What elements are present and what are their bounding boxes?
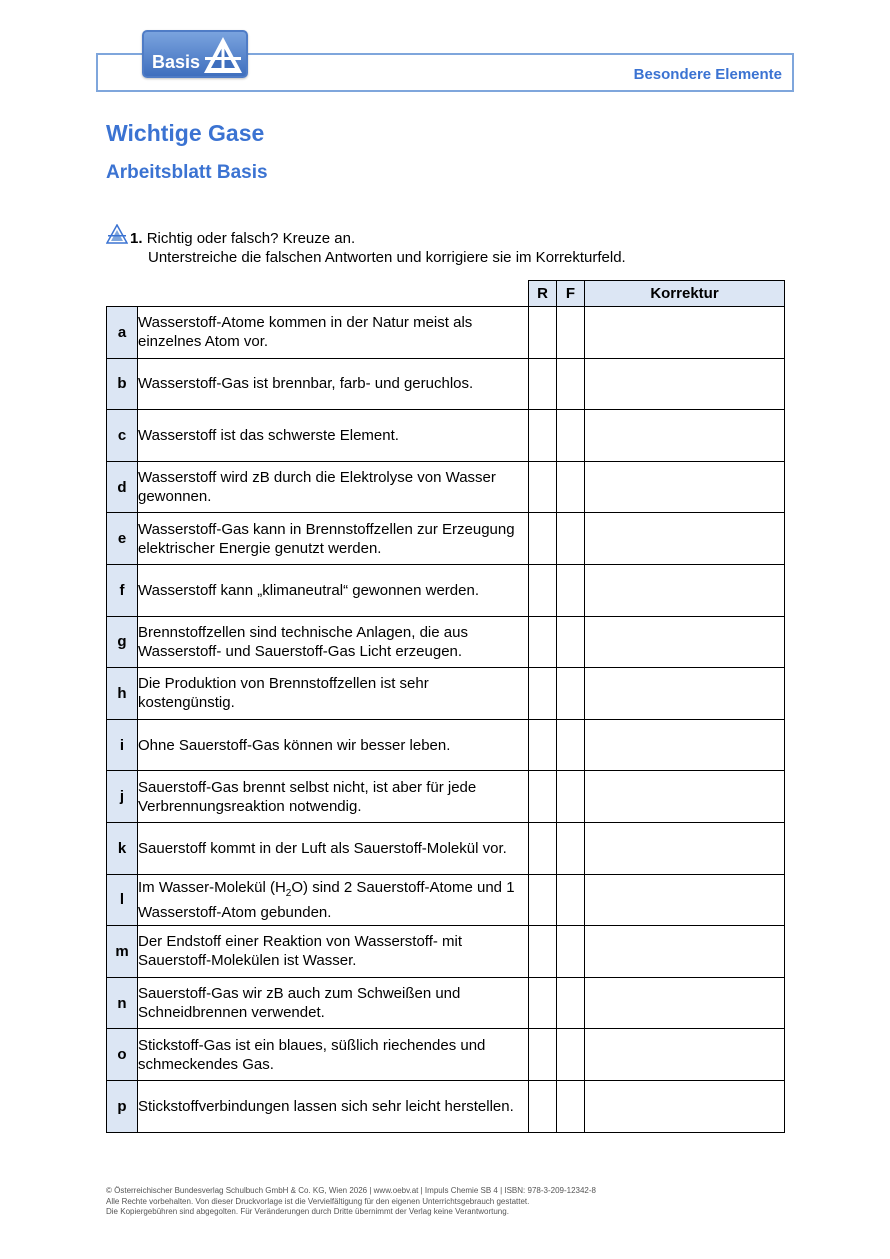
table-row: [107, 719, 785, 771]
r-checkbox[interactable]: [529, 358, 557, 410]
table-row: [107, 616, 785, 668]
table-row: [107, 926, 785, 978]
r-checkbox[interactable]: [529, 564, 557, 616]
table-row: [107, 410, 785, 462]
row-statement: Sauerstoff kommt in der Luft als Sauerstoff-Molekül vor.: [138, 822, 529, 874]
f-checkbox[interactable]: [557, 1080, 585, 1132]
page-title: Wichtige Gase: [106, 120, 265, 146]
row-letter: f: [107, 564, 138, 616]
task-line-2: Unterstreiche die falschen Antworten und korrigiere sie im Korrekturfeld.: [148, 249, 626, 266]
table-row: [107, 307, 785, 359]
korrektur-field[interactable]: [585, 410, 785, 462]
r-checkbox[interactable]: [529, 513, 557, 565]
task-number: 1.: [130, 230, 143, 247]
korrektur-field[interactable]: [585, 926, 785, 978]
table-row: [107, 771, 785, 823]
f-checkbox[interactable]: [557, 461, 585, 513]
row-statement: Stickstoff-Gas ist ein blaues, süßlich riechendes und schmeckendes Gas.: [138, 1029, 529, 1081]
row-statement: Wasserstoff ist das schwerste Element.: [138, 410, 529, 462]
page-subtitle: Arbeitsblatt Basis: [106, 162, 268, 183]
row-statement: Wasserstoff-Gas kann in Brennstoffzellen zur Erzeugung elektrischer Energie genutzt werden.: [138, 513, 529, 565]
korrektur-field[interactable]: [585, 1029, 785, 1081]
r-checkbox[interactable]: [529, 874, 557, 926]
row-letter: l: [107, 874, 138, 926]
row-letter: c: [107, 410, 138, 462]
row-letter: h: [107, 668, 138, 720]
korrektur-field[interactable]: [585, 977, 785, 1029]
r-checkbox[interactable]: [529, 616, 557, 668]
table-row: [107, 977, 785, 1029]
row-letter: m: [107, 926, 138, 978]
task-instruction: [130, 229, 626, 267]
row-letter: p: [107, 1080, 138, 1132]
korrektur-field[interactable]: [585, 874, 785, 926]
footer: [106, 1186, 596, 1218]
subscript-2: 2: [285, 887, 292, 899]
header-r: R: [529, 281, 557, 307]
korrektur-field[interactable]: [585, 307, 785, 359]
table-row: [107, 1029, 785, 1081]
footer-line-2: Alle Rechte vorbehalten. Von dieser Druckvorlage ist die Vervielfältigung für den eigenen Unterrichtsgebrauch gestattet.: [106, 1196, 530, 1206]
table-row: [107, 822, 785, 874]
table-row: [107, 668, 785, 720]
row-letter: b: [107, 358, 138, 410]
f-checkbox[interactable]: [557, 1029, 585, 1081]
f-checkbox[interactable]: [557, 977, 585, 1029]
table-row: [107, 1080, 785, 1132]
r-checkbox[interactable]: [529, 977, 557, 1029]
r-checkbox[interactable]: [529, 1080, 557, 1132]
r-checkbox[interactable]: [529, 461, 557, 513]
r-checkbox[interactable]: [529, 307, 557, 359]
r-checkbox[interactable]: [529, 719, 557, 771]
header-blank: [107, 281, 529, 307]
korrektur-field[interactable]: [585, 564, 785, 616]
r-checkbox[interactable]: [529, 771, 557, 823]
f-checkbox[interactable]: [557, 719, 585, 771]
row-statement: Wasserstoff wird zB durch die Elektrolyse von Wasser gewonnen.: [138, 461, 529, 513]
row-statement: Sauerstoff-Gas brennt selbst nicht, ist aber für jede Verbrennungsreaktion notwendig.: [138, 771, 529, 823]
korrektur-field[interactable]: [585, 822, 785, 874]
header-korrektur: Korrektur: [585, 281, 785, 307]
row-letter: j: [107, 771, 138, 823]
f-checkbox[interactable]: [557, 307, 585, 359]
header-f: F: [557, 281, 585, 307]
statement-part: O) sind 2 Sauerstoff-Atome und 1 Wasserstoff-Atom gebunden.: [138, 878, 515, 921]
footer-line-3: Die Kopiergebühren sind abgegolten. Für Veränderungen durch Dritte übernimmt der Verlag keine Verantwortung.: [106, 1207, 509, 1216]
f-checkbox[interactable]: [557, 358, 585, 410]
f-checkbox[interactable]: [557, 771, 585, 823]
row-statement: Sauerstoff-Gas wir zB auch zum Schweißen und Schneidbrennen verwendet.: [138, 977, 529, 1029]
table-row: [107, 461, 785, 513]
row-letter: e: [107, 513, 138, 565]
korrektur-field[interactable]: [585, 1080, 785, 1132]
table-row: [107, 513, 785, 565]
row-letter: g: [107, 616, 138, 668]
f-checkbox[interactable]: [557, 926, 585, 978]
r-checkbox[interactable]: [529, 1029, 557, 1081]
table-row: [107, 564, 785, 616]
row-letter: k: [107, 822, 138, 874]
basis-logo: [142, 30, 248, 78]
row-statement: Wasserstoff kann „klimaneutral“ gewonnen werden.: [138, 564, 529, 616]
korrektur-field[interactable]: [585, 358, 785, 410]
f-checkbox[interactable]: [557, 668, 585, 720]
korrektur-field[interactable]: [585, 461, 785, 513]
row-statement: Wasserstoff-Atome kommen in der Natur meist als einzelnes Atom vor.: [138, 307, 529, 359]
f-checkbox[interactable]: [557, 410, 585, 462]
section-label: Besondere Elemente: [633, 66, 782, 83]
r-checkbox[interactable]: [529, 822, 557, 874]
row-letter: a: [107, 307, 138, 359]
f-checkbox[interactable]: [557, 874, 585, 926]
table-row: [107, 358, 785, 410]
row-letter: i: [107, 719, 138, 771]
statement-part: Im Wasser-Molekül (H: [138, 878, 286, 896]
row-statement: Die Produktion von Brennstoffzellen ist sehr kostengünstig.: [138, 668, 529, 720]
true-false-table: [106, 280, 785, 1133]
row-statement: Wasserstoff-Gas ist brennbar, farb- und geruchlos.: [138, 358, 529, 410]
f-checkbox[interactable]: [557, 513, 585, 565]
row-statement: Der Endstoff einer Reaktion von Wasserstoff- mit Sauerstoff-Molekülen ist Wasser.: [138, 926, 529, 978]
table-row: [107, 874, 785, 926]
logo-text: Basis: [152, 52, 201, 72]
row-statement: Ohne Sauerstoff-Gas können wir besser leben.: [138, 719, 529, 771]
task-line-1: Richtig oder falsch? Kreuze an.: [146, 230, 356, 247]
row-statement: Stickstoffverbindungen lassen sich sehr leicht herstellen.: [138, 1080, 529, 1132]
table-header-row: [107, 281, 785, 307]
r-checkbox[interactable]: [529, 668, 557, 720]
r-checkbox[interactable]: [529, 410, 557, 462]
row-letter: o: [107, 1029, 138, 1081]
korrektur-field[interactable]: [585, 616, 785, 668]
footer-line-1: © Österreichischer Bundesverlag Schulbuch GmbH & Co. KG, Wien 2026 | www.oebv.at | Impuls Chemie SB 4 | ISBN: 978-3-209-12342-8: [106, 1186, 596, 1195]
f-checkbox[interactable]: [557, 564, 585, 616]
korrektur-field[interactable]: [585, 719, 785, 771]
f-checkbox[interactable]: [557, 616, 585, 668]
korrektur-field[interactable]: [585, 513, 785, 565]
row-letter: n: [107, 977, 138, 1029]
basis-task-icon: [106, 224, 128, 244]
row-statement: Brennstoffzellen sind technische Anlagen, die aus Wasserstoff- und Sauerstoff-Gas Licht erzeugen.: [138, 616, 529, 668]
row-statement: [138, 874, 529, 926]
korrektur-field[interactable]: [585, 771, 785, 823]
row-letter: d: [107, 461, 138, 513]
korrektur-field[interactable]: [585, 668, 785, 720]
basis-triangle-icon: [202, 35, 244, 75]
f-checkbox[interactable]: [557, 822, 585, 874]
r-checkbox[interactable]: [529, 926, 557, 978]
